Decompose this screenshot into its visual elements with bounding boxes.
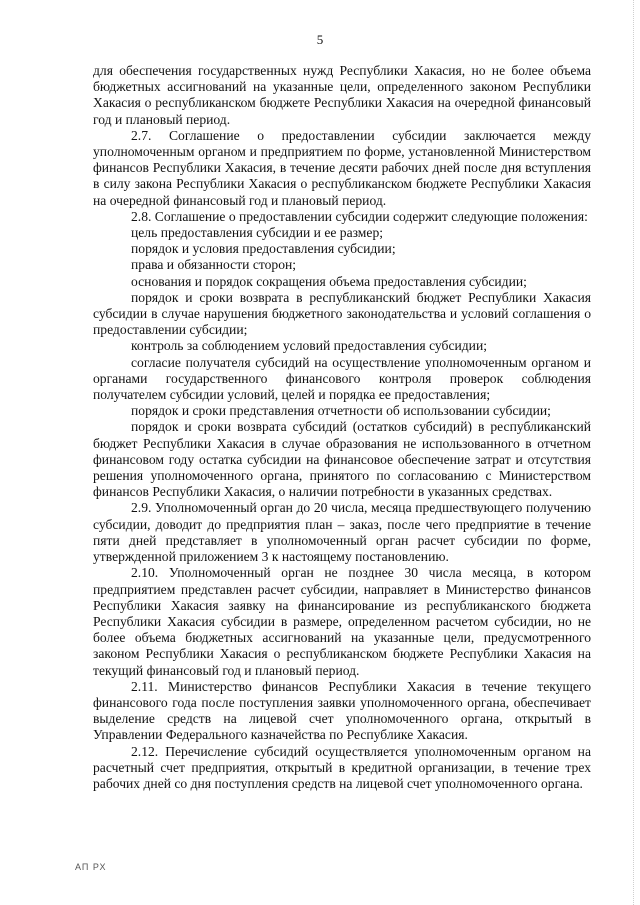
paragraph-2-9: 2.9. Уполномоченный орган до 20 числа, месяца предшествующего получению субсидии, доводит до предприятия план – заказ, после чего предприятие в течение пяти дней представляет в уполномоченный орган расчет субсидии по форме, утвержденной приложением 3 к настоящему постановлению. bbox=[93, 500, 591, 565]
paragraph-continuation: для обеспечения государственных нужд Республики Хакасия, но не более объема бюджетных ассигнований на указанные цели, определенного законом Республики Хакасия о республиканском бюджете Республики Хакасия на очередной финансовый год и плановый период. bbox=[93, 63, 591, 127]
list-item: права и обязанности сторон; bbox=[131, 257, 297, 273]
paragraph-2-11: 2.11. Министерство финансов Республики Хакасия в течение текущего финансового года после поступления заявки уполномоченного органа, обеспечивает выделение средств на лицевой счет уполномоченного органа, открытый в Управлении Федерального казначейства по Республике Хакасия. bbox=[93, 678, 591, 743]
list-item: основания и порядок сокращения объема предоставления субсидии; bbox=[131, 273, 527, 289]
document-body bbox=[93, 63, 591, 792]
footer-mark: АП РХ bbox=[75, 862, 107, 872]
list-item: порядок и сроки возврата субсидий (остатков субсидий) в республиканский бюджет Республики Хакасия в случае образования не использованного в отчетном финансовом году остатка субсидии на финансовое обеспечение затрат и отсутствия решения уполномоченного органа, принятого по согласованию с Министерством финансов Республики Хакасия, о наличии потребности в указанных средствах. bbox=[93, 419, 591, 500]
list-item: согласие получателя субсидий на осуществление уполномоченным органом и органами государственного финансового контроля проверок соблюдения получателем субсидии условий, целей и порядка ее предоставления; bbox=[93, 354, 591, 403]
list-item: контроль за соблюдением условий предоставления субсидии; bbox=[131, 338, 488, 354]
list-item: порядок и сроки возврата в республиканский бюджет Республики Хакасия субсидии в случае нарушения бюджетного законодательства и условий соглашения о предоставлении субсидии; bbox=[93, 289, 591, 338]
list-item: порядок и условия предоставления субсидии; bbox=[131, 241, 396, 257]
scan-edge-divider bbox=[632, 0, 634, 905]
paragraph-2-12: 2.12. Перечисление субсидий осуществляется уполномоченным органом на расчетный счет предприятия, открытый в кредитной организации, в течение трех рабочих дней со дня поступления средств на лицевой счет уполномоченного органа. bbox=[93, 743, 591, 791]
list-item: порядок и сроки представления отчетности об использовании субсидии; bbox=[131, 403, 551, 419]
paragraph-2-10: 2.10. Уполномоченный орган не позднее 30 числа месяца, в котором предприятием представлен расчет субсидии, направляет в Министерство финансов Республики Хакасия заявку на финансирование из республиканского бюджета Республики Хакасия субсидии в размере, определенном расчетом субсидии, но не более объема бюджетных ассигнований на указанные цели, предусмотренного законом Республики Хакасия о республиканском бюджете Республики Хакасия на текущий финансовый год и плановый период. bbox=[93, 565, 591, 678]
paragraph-2-8: 2.8. Соглашение о предоставлении субсидии содержит следующие положения: bbox=[131, 208, 588, 224]
page-number: 5 bbox=[316, 32, 324, 47]
paragraph-2-7: 2.7. Соглашение о предоставлении субсидии заключается между уполномоченным органом и предприятием по форме, установленной Министерством финансов Республики Хакасия, в течение десяти рабочих дней после дня вступления в силу закона Республики Хакасия о республиканском бюджете Республики Хакасия на очередной финансовый год и плановый период. bbox=[93, 127, 591, 208]
list-item: цель предоставления субсидии и ее размер; bbox=[131, 225, 384, 241]
